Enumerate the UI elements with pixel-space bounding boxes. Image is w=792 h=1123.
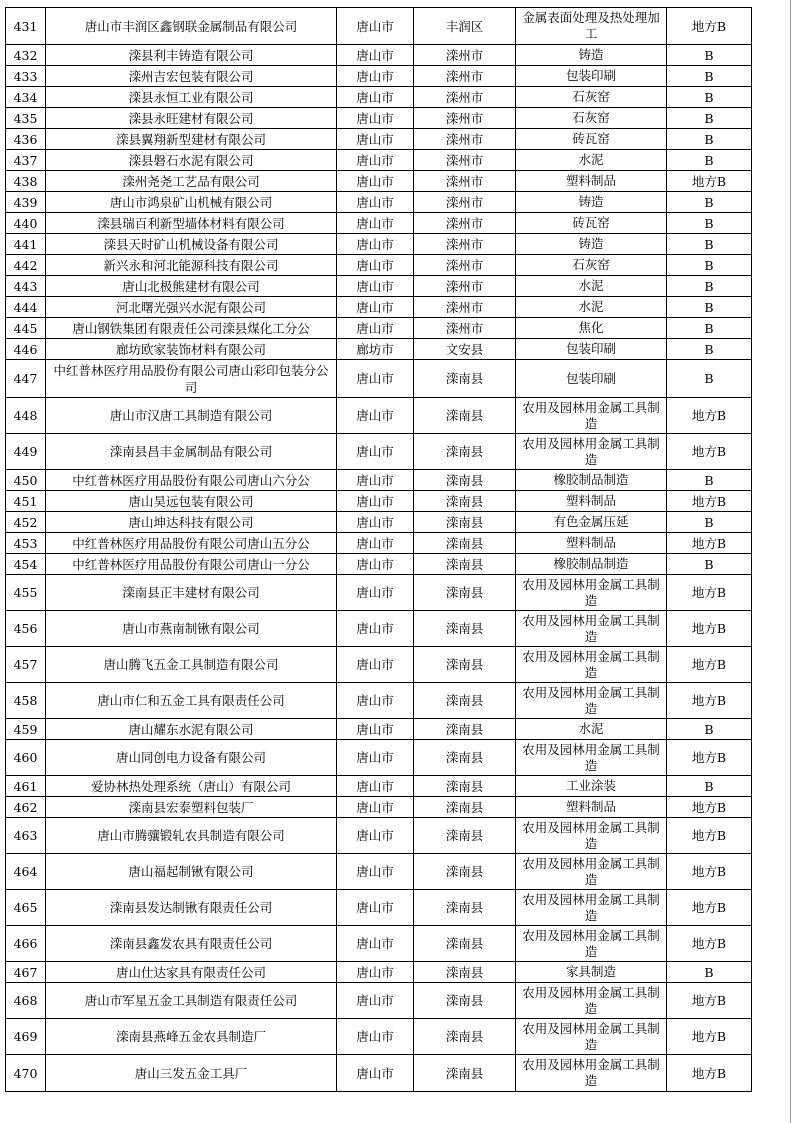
county-cell: 滦南县: [414, 554, 516, 575]
row-number-cell: 432: [6, 45, 46, 66]
company-name-cell: 滦县翼翔新型建材有限公司: [46, 129, 337, 150]
city-cell: 唐山市: [337, 434, 414, 470]
industry-cell: 农用及园林用金属工具制造: [516, 926, 667, 962]
county-cell: 滦州市: [414, 66, 516, 87]
county-cell: 滦州市: [414, 129, 516, 150]
row-number-cell: 450: [6, 470, 46, 491]
row-number-cell: 470: [6, 1055, 46, 1092]
company-name-cell: 滦南县昌丰金属制品有限公司: [46, 434, 337, 470]
level-cell: B: [667, 776, 752, 797]
city-cell: 唐山市: [337, 983, 414, 1019]
city-cell: 唐山市: [337, 854, 414, 890]
level-cell: 地方B: [667, 491, 752, 512]
row-number-cell: 439: [6, 192, 46, 213]
city-cell: 唐山市: [337, 108, 414, 129]
city-cell: 唐山市: [337, 45, 414, 66]
level-cell: 地方B: [667, 533, 752, 554]
company-name-cell: 滦县永恒工业有限公司: [46, 87, 337, 108]
row-number-cell: 467: [6, 962, 46, 983]
industry-cell: 农用及园林用金属工具制造: [516, 818, 667, 854]
county-cell: 滦南县: [414, 683, 516, 719]
company-name-cell: 唐山三发五金工具厂: [46, 1055, 337, 1092]
table-row: [6, 297, 752, 318]
industry-cell: 农用及园林用金属工具制造: [516, 890, 667, 926]
county-cell: 滦南县: [414, 1055, 516, 1092]
county-cell: 滦南县: [414, 512, 516, 533]
county-cell: 滦州市: [414, 192, 516, 213]
row-number-cell: 459: [6, 719, 46, 740]
table-row: [6, 1055, 752, 1092]
table-row: [6, 719, 752, 740]
level-cell: B: [667, 470, 752, 491]
company-name-cell: 唐山市腾骧锻轧农具制造有限公司: [46, 818, 337, 854]
table-row: [6, 575, 752, 611]
level-cell: B: [667, 554, 752, 575]
city-cell: 唐山市: [337, 213, 414, 234]
level-cell: 地方B: [667, 171, 752, 192]
level-cell: 地方B: [667, 1055, 752, 1092]
table-row: [6, 797, 752, 818]
row-number-cell: 453: [6, 533, 46, 554]
city-cell: 唐山市: [337, 8, 414, 45]
city-cell: 唐山市: [337, 512, 414, 533]
company-name-cell: 中红普林医疗用品股份有限公司唐山一分公: [46, 554, 337, 575]
level-cell: B: [667, 213, 752, 234]
city-cell: 唐山市: [337, 398, 414, 434]
city-cell: 唐山市: [337, 740, 414, 776]
table-row: [6, 854, 752, 890]
city-cell: 唐山市: [337, 1019, 414, 1055]
industry-cell: 农用及园林用金属工具制造: [516, 611, 667, 647]
company-name-cell: 滦县天时矿山机械设备有限公司: [46, 234, 337, 255]
county-cell: 滦州市: [414, 108, 516, 129]
level-cell: 地方B: [667, 740, 752, 776]
row-number-cell: 440: [6, 213, 46, 234]
city-cell: 唐山市: [337, 818, 414, 854]
industry-cell: 橡胶制品制造: [516, 470, 667, 491]
county-cell: 滦州市: [414, 150, 516, 171]
county-cell: 滦南县: [414, 890, 516, 926]
table-row: [6, 512, 752, 533]
industry-cell: 石灰窑: [516, 255, 667, 276]
county-cell: 丰润区: [414, 8, 516, 45]
city-cell: 唐山市: [337, 276, 414, 297]
enterprise-table: [5, 7, 752, 1092]
county-cell: 滦南县: [414, 926, 516, 962]
row-number-cell: 468: [6, 983, 46, 1019]
industry-cell: 塑料制品: [516, 171, 667, 192]
city-cell: 唐山市: [337, 1055, 414, 1092]
row-number-cell: 448: [6, 398, 46, 434]
county-cell: 滦南县: [414, 818, 516, 854]
level-cell: 地方B: [667, 683, 752, 719]
table-row: [6, 1019, 752, 1055]
city-cell: 唐山市: [337, 66, 414, 87]
industry-cell: 农用及园林用金属工具制造: [516, 1019, 667, 1055]
company-name-cell: 唐山市丰润区鑫钢联金属制品有限公司: [46, 8, 337, 45]
industry-cell: 塑料制品: [516, 533, 667, 554]
table-row: [6, 398, 752, 434]
table-row: [6, 276, 752, 297]
table-row: [6, 926, 752, 962]
industry-cell: 包装印刷: [516, 339, 667, 360]
industry-cell: 农用及园林用金属工具制造: [516, 983, 667, 1019]
company-name-cell: 滦县磐石水泥有限公司: [46, 150, 337, 171]
table-row: [6, 683, 752, 719]
level-cell: B: [667, 87, 752, 108]
row-number-cell: 434: [6, 87, 46, 108]
county-cell: 滦南县: [414, 611, 516, 647]
city-cell: 唐山市: [337, 129, 414, 150]
company-name-cell: 唐山耀东水泥有限公司: [46, 719, 337, 740]
table-row: [6, 129, 752, 150]
table-row: [6, 611, 752, 647]
company-name-cell: 唐山市仁和五金工具有限责任公司: [46, 683, 337, 719]
industry-cell: 农用及园林用金属工具制造: [516, 434, 667, 470]
level-cell: B: [667, 150, 752, 171]
enterprise-table-wrapper: [5, 7, 751, 1092]
county-cell: 滦州市: [414, 255, 516, 276]
city-cell: 唐山市: [337, 318, 414, 339]
row-number-cell: 438: [6, 171, 46, 192]
company-name-cell: 廊坊欧家装饰材料有限公司: [46, 339, 337, 360]
industry-cell: 水泥: [516, 297, 667, 318]
county-cell: 滦南县: [414, 434, 516, 470]
company-name-cell: 中红普林医疗用品股份有限公司唐山五分公: [46, 533, 337, 554]
industry-cell: 石灰窑: [516, 87, 667, 108]
company-name-cell: 滦县永旺建材有限公司: [46, 108, 337, 129]
company-name-cell: 滦县瑞百利新型墙体材料有限公司: [46, 213, 337, 234]
company-name-cell: 滦州尧尧工艺品有限公司: [46, 171, 337, 192]
row-number-cell: 464: [6, 854, 46, 890]
city-cell: 唐山市: [337, 719, 414, 740]
county-cell: 文安县: [414, 339, 516, 360]
level-cell: B: [667, 962, 752, 983]
industry-cell: 农用及园林用金属工具制造: [516, 398, 667, 434]
row-number-cell: 443: [6, 276, 46, 297]
industry-cell: 砖瓦窑: [516, 129, 667, 150]
table-row: [6, 360, 752, 398]
row-number-cell: 436: [6, 129, 46, 150]
row-number-cell: 449: [6, 434, 46, 470]
city-cell: 唐山市: [337, 360, 414, 398]
company-name-cell: 滦南县鑫发农具有限责任公司: [46, 926, 337, 962]
table-row: [6, 890, 752, 926]
row-number-cell: 441: [6, 234, 46, 255]
table-row: [6, 8, 752, 45]
level-cell: 地方B: [667, 797, 752, 818]
city-cell: 唐山市: [337, 470, 414, 491]
table-row: [6, 962, 752, 983]
company-name-cell: 唐山仕达家具有限责任公司: [46, 962, 337, 983]
industry-cell: 农用及园林用金属工具制造: [516, 683, 667, 719]
city-cell: 廊坊市: [337, 339, 414, 360]
city-cell: 唐山市: [337, 150, 414, 171]
industry-cell: 石灰窑: [516, 108, 667, 129]
company-name-cell: 爱协林热处理系统（唐山）有限公司: [46, 776, 337, 797]
industry-cell: 铸造: [516, 192, 667, 213]
row-number-cell: 469: [6, 1019, 46, 1055]
level-cell: 地方B: [667, 575, 752, 611]
table-row: [6, 740, 752, 776]
industry-cell: 农用及园林用金属工具制造: [516, 647, 667, 683]
industry-cell: 金属表面处理及热处理加工: [516, 8, 667, 45]
city-cell: 唐山市: [337, 491, 414, 512]
county-cell: 滦州市: [414, 297, 516, 318]
row-number-cell: 457: [6, 647, 46, 683]
city-cell: 唐山市: [337, 554, 414, 575]
company-name-cell: 唐山北极熊建材有限公司: [46, 276, 337, 297]
industry-cell: 塑料制品: [516, 491, 667, 512]
table-row: [6, 213, 752, 234]
county-cell: 滦南县: [414, 797, 516, 818]
row-number-cell: 461: [6, 776, 46, 797]
city-cell: 唐山市: [337, 234, 414, 255]
city-cell: 唐山市: [337, 611, 414, 647]
city-cell: 唐山市: [337, 797, 414, 818]
level-cell: B: [667, 108, 752, 129]
row-number-cell: 455: [6, 575, 46, 611]
level-cell: B: [667, 339, 752, 360]
industry-cell: 塑料制品: [516, 797, 667, 818]
company-name-cell: 唐山腾飞五金工具制造有限公司: [46, 647, 337, 683]
page-edge-line: [790, 0, 791, 1123]
industry-cell: 农用及园林用金属工具制造: [516, 575, 667, 611]
county-cell: 滦南县: [414, 491, 516, 512]
industry-cell: 水泥: [516, 719, 667, 740]
city-cell: 唐山市: [337, 647, 414, 683]
city-cell: 唐山市: [337, 297, 414, 318]
level-cell: B: [667, 45, 752, 66]
row-number-cell: 433: [6, 66, 46, 87]
company-name-cell: 滦县利丰铸造有限公司: [46, 45, 337, 66]
table-row: [6, 776, 752, 797]
city-cell: 唐山市: [337, 962, 414, 983]
industry-cell: 砖瓦窑: [516, 213, 667, 234]
level-cell: 地方B: [667, 890, 752, 926]
county-cell: 滦南县: [414, 647, 516, 683]
row-number-cell: 466: [6, 926, 46, 962]
table-row: [6, 171, 752, 192]
enterprise-table-body: [6, 8, 752, 1092]
table-row: [6, 470, 752, 491]
company-name-cell: 滦南县发达制锹有限责任公司: [46, 890, 337, 926]
county-cell: 滦州市: [414, 234, 516, 255]
level-cell: B: [667, 318, 752, 339]
industry-cell: 橡胶制品制造: [516, 554, 667, 575]
county-cell: 滦南县: [414, 533, 516, 554]
company-name-cell: 唐山钢铁集团有限责任公司滦县煤化工分公: [46, 318, 337, 339]
county-cell: 滦南县: [414, 776, 516, 797]
table-row: [6, 818, 752, 854]
level-cell: B: [667, 512, 752, 533]
industry-cell: 包装印刷: [516, 360, 667, 398]
city-cell: 唐山市: [337, 575, 414, 611]
level-cell: 地方B: [667, 818, 752, 854]
company-name-cell: 唐山市燕南制锹有限公司: [46, 611, 337, 647]
table-row: [6, 234, 752, 255]
level-cell: B: [667, 129, 752, 150]
county-cell: 滦州市: [414, 87, 516, 108]
level-cell: 地方B: [667, 926, 752, 962]
row-number-cell: 444: [6, 297, 46, 318]
company-name-cell: 唐山市军星五金工具制造有限责任公司: [46, 983, 337, 1019]
company-name-cell: 唐山市鸿泉矿山机械有限公司: [46, 192, 337, 213]
city-cell: 唐山市: [337, 255, 414, 276]
table-row: [6, 339, 752, 360]
level-cell: 地方B: [667, 854, 752, 890]
level-cell: B: [667, 234, 752, 255]
industry-cell: 水泥: [516, 150, 667, 171]
table-row: [6, 108, 752, 129]
company-name-cell: 唐山福起制锹有限公司: [46, 854, 337, 890]
row-number-cell: 454: [6, 554, 46, 575]
level-cell: B: [667, 719, 752, 740]
row-number-cell: 460: [6, 740, 46, 776]
company-name-cell: 河北曙光强兴水泥有限公司: [46, 297, 337, 318]
table-row: [6, 87, 752, 108]
county-cell: 滦州市: [414, 318, 516, 339]
industry-cell: 有色金属压延: [516, 512, 667, 533]
city-cell: 唐山市: [337, 926, 414, 962]
level-cell: 地方B: [667, 8, 752, 45]
industry-cell: 农用及园林用金属工具制造: [516, 1055, 667, 1092]
table-row: [6, 192, 752, 213]
company-name-cell: 新兴永和河北能源科技有限公司: [46, 255, 337, 276]
industry-cell: 铸造: [516, 234, 667, 255]
level-cell: 地方B: [667, 611, 752, 647]
city-cell: 唐山市: [337, 171, 414, 192]
county-cell: 滦南县: [414, 398, 516, 434]
city-cell: 唐山市: [337, 533, 414, 554]
company-name-cell: 滦州吉宏包装有限公司: [46, 66, 337, 87]
level-cell: B: [667, 360, 752, 398]
level-cell: B: [667, 192, 752, 213]
industry-cell: 水泥: [516, 276, 667, 297]
company-name-cell: 唐山同创电力设备有限公司: [46, 740, 337, 776]
table-row: [6, 647, 752, 683]
industry-cell: 包装印刷: [516, 66, 667, 87]
county-cell: 滦州市: [414, 276, 516, 297]
company-name-cell: 中红普林医疗用品股份有限公司唐山六分公: [46, 470, 337, 491]
row-number-cell: 456: [6, 611, 46, 647]
row-number-cell: 451: [6, 491, 46, 512]
company-name-cell: 滦南县宏泰塑料包装厂: [46, 797, 337, 818]
company-name-cell: 唐山市汉唐工具制造有限公司: [46, 398, 337, 434]
level-cell: 地方B: [667, 647, 752, 683]
county-cell: 滦州市: [414, 213, 516, 234]
county-cell: 滦南县: [414, 740, 516, 776]
level-cell: B: [667, 255, 752, 276]
row-number-cell: 458: [6, 683, 46, 719]
county-cell: 滦州市: [414, 45, 516, 66]
level-cell: 地方B: [667, 983, 752, 1019]
row-number-cell: 437: [6, 150, 46, 171]
county-cell: 滦南县: [414, 962, 516, 983]
row-number-cell: 435: [6, 108, 46, 129]
company-name-cell: 唐山昊远包装有限公司: [46, 491, 337, 512]
county-cell: 滦南县: [414, 470, 516, 491]
city-cell: 唐山市: [337, 87, 414, 108]
industry-cell: 农用及园林用金属工具制造: [516, 740, 667, 776]
row-number-cell: 465: [6, 890, 46, 926]
company-name-cell: 中红普林医疗用品股份有限公司唐山彩印包装分公司: [46, 360, 337, 398]
company-name-cell: 滦南县正丰建材有限公司: [46, 575, 337, 611]
level-cell: B: [667, 66, 752, 87]
county-cell: 滦南县: [414, 983, 516, 1019]
county-cell: 滦州市: [414, 171, 516, 192]
industry-cell: 铸造: [516, 45, 667, 66]
level-cell: B: [667, 276, 752, 297]
row-number-cell: 446: [6, 339, 46, 360]
company-name-cell: 唐山坤达科技有限公司: [46, 512, 337, 533]
table-row: [6, 255, 752, 276]
city-cell: 唐山市: [337, 890, 414, 926]
row-number-cell: 462: [6, 797, 46, 818]
county-cell: 滦南县: [414, 575, 516, 611]
row-number-cell: 463: [6, 818, 46, 854]
level-cell: 地方B: [667, 434, 752, 470]
table-row: [6, 150, 752, 171]
table-row: [6, 434, 752, 470]
table-row: [6, 318, 752, 339]
table-row: [6, 45, 752, 66]
level-cell: B: [667, 297, 752, 318]
table-row: [6, 554, 752, 575]
city-cell: 唐山市: [337, 683, 414, 719]
industry-cell: 工业涂装: [516, 776, 667, 797]
county-cell: 滦南县: [414, 360, 516, 398]
industry-cell: 焦化: [516, 318, 667, 339]
level-cell: 地方B: [667, 398, 752, 434]
county-cell: 滦南县: [414, 719, 516, 740]
row-number-cell: 445: [6, 318, 46, 339]
county-cell: 滦南县: [414, 1019, 516, 1055]
table-row: [6, 533, 752, 554]
city-cell: 唐山市: [337, 776, 414, 797]
table-row: [6, 983, 752, 1019]
row-number-cell: 447: [6, 360, 46, 398]
level-cell: 地方B: [667, 1019, 752, 1055]
row-number-cell: 452: [6, 512, 46, 533]
industry-cell: 农用及园林用金属工具制造: [516, 854, 667, 890]
row-number-cell: 442: [6, 255, 46, 276]
table-row: [6, 66, 752, 87]
city-cell: 唐山市: [337, 192, 414, 213]
company-name-cell: 滦南县燕峰五金农具制造厂: [46, 1019, 337, 1055]
industry-cell: 家具制造: [516, 962, 667, 983]
county-cell: 滦南县: [414, 854, 516, 890]
row-number-cell: 431: [6, 8, 46, 45]
table-row: [6, 491, 752, 512]
